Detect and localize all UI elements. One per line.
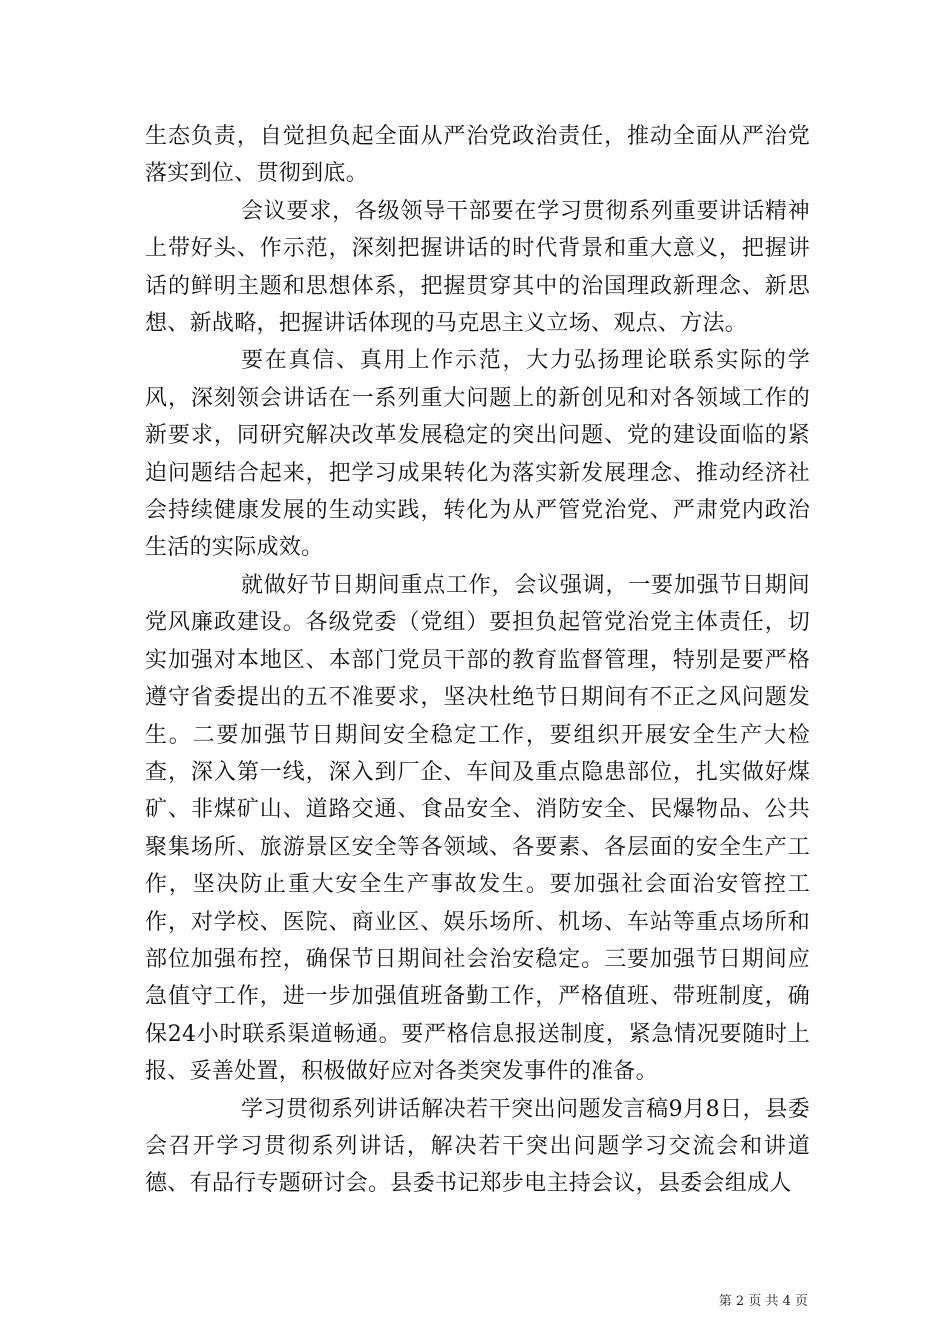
paragraph-1: 生态负责，自觉担负起全面从严治党政治责任，推动全面从严治党落实到位、贯彻到底。 [145, 124, 810, 187]
page-number-footer: 第 2 页 共 4 页 [718, 1294, 808, 1309]
paragraph-2: 会议要求，各级领导干部要在学习贯彻系列重要讲话精神上带好头、作示范，深刻把握讲话的时代背景和重大意义，把握讲话的鲜明主题和思想体系，把握贯穿其中的治国理政新理念、新思想、新战略，把握讲话体现的马克思主义立场、观点、方法。 [145, 198, 810, 337]
paragraph-4: 就做好节日期间重点工作，会议强调，一要加强节日期间党风廉政建设。各级党委（党组）要担负起管党治党主体责任，切实加强对本地区、本部门党员干部的教育监督管理，特别是要严格遵守省委提出的五不准要求，坚决杜绝节日期间有不正之风问题发生。二要加强节日期间安全稳定工作，要组织开展安全生产大检查，深入第一线，深入到厂企、车间及重点隐患部位，扎实做好煤矿、非煤矿山、道路交通、食品安全、消防安全、民爆物品、公共聚集场所、旅游景区安全等各领域、各要素、各层面的安全生产工作，坚决防止重大安全生产事故发生。要加强社会面治安管控工作，对学校、医院、商业区、娱乐场所、机场、车站等重点场所和部位加强布控，确保节日期间社会治安稳定。三要加强节日期间应急值守工作，进一步加强值班备勤工作，严格值班、带班制度，确保24小时联系渠道畅通。要严格信息报送制度，紧急情况要随时上报、妥善处置，积极做好应对各类突发事件的准备。 [145, 572, 810, 1085]
paragraph-3: 要在真信、真用上作示范，大力弘扬理论联系实际的学风，深刻领会讲话在一系列重大问题上的新创见和对各领域工作的新要求，同研究解决改革发展稳定的突出问题、党的建设面临的紧迫问题结合起来，把学习成果转化为落实新发展理念、推动经济社会持续健康发展的生动实践，转化为从严管党治党、严肃党内政治生活的实际成效。 [145, 348, 810, 561]
document-body [145, 118, 810, 1203]
paragraph-5: 学习贯彻系列讲话解决若干突出问题发言稿9月8日，县委会召开学习贯彻系列讲话，解决若干突出问题学习交流会和讲道德、有品行专题研讨会。县委书记郑步电主持会议，县委会组成人 [145, 1096, 810, 1197]
